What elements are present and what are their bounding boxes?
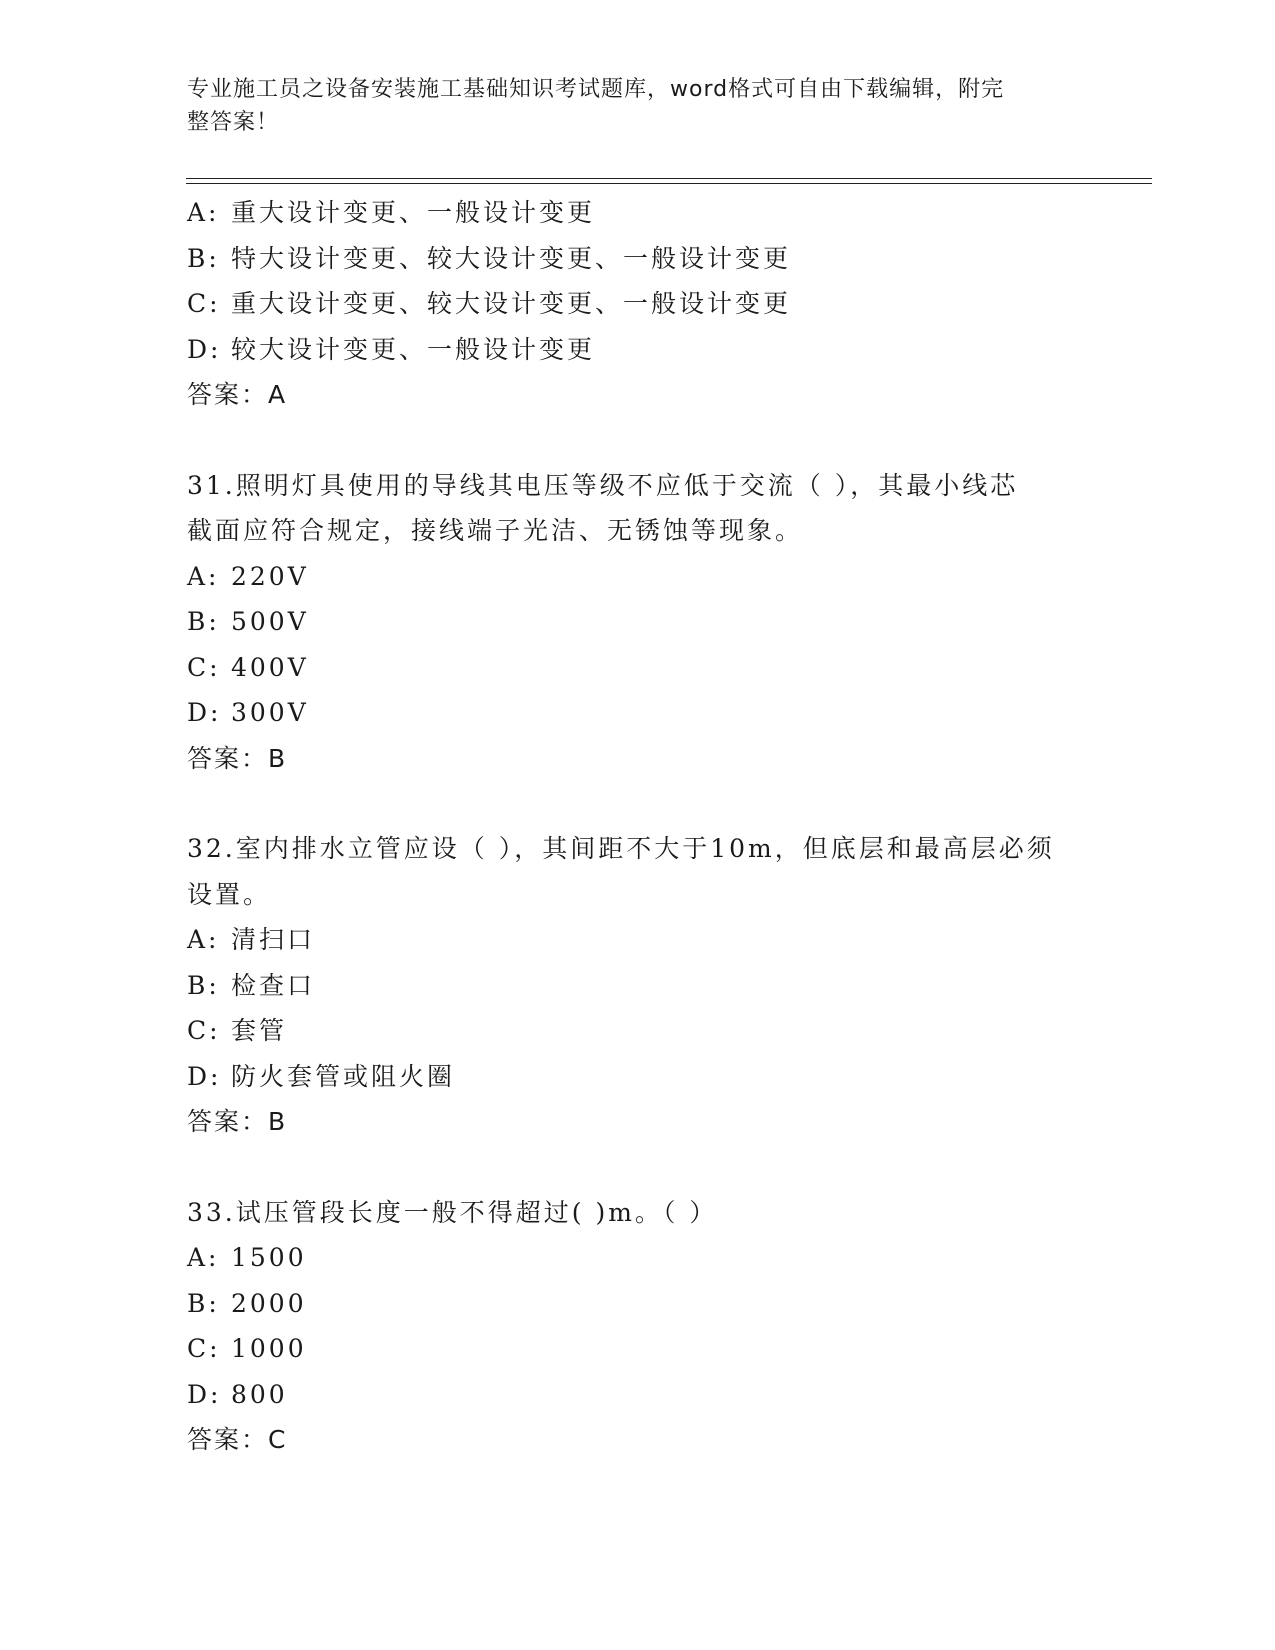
answer: 答案：A xyxy=(187,380,288,409)
option-a xyxy=(187,554,1087,600)
option-c xyxy=(187,281,1087,327)
option-text: 防火套管或阻火圈 xyxy=(231,1061,456,1091)
option-key: C: xyxy=(187,1334,221,1363)
option-a xyxy=(187,190,1087,236)
option-b xyxy=(187,599,1087,645)
option-d xyxy=(187,690,1087,736)
option-key: D: xyxy=(187,1379,222,1409)
option-a xyxy=(187,1235,1087,1281)
option-b xyxy=(187,236,1087,282)
header-line-1: 专业施工员之设备安装施工基础知识考试题库，word格式可自由下载编辑，附完 xyxy=(187,77,1005,102)
option-text: 清扫口 xyxy=(231,925,316,954)
header-divider-bottom xyxy=(186,183,1152,184)
option-text: 重大设计变更、较大设计变更、一般设计变更 xyxy=(231,289,792,318)
option-key: A: xyxy=(187,198,220,227)
option-key: D: xyxy=(187,698,222,727)
question-stem-line: 截面应符合规定，接线端子光洁、无锈蚀等现象。 xyxy=(187,516,804,545)
option-text: 套管 xyxy=(231,1016,288,1045)
document-header xyxy=(187,73,1067,139)
option-text: 400V xyxy=(231,652,309,682)
header-divider-top xyxy=(186,178,1152,179)
option-text: 较大设计变更、一般设计变更 xyxy=(231,334,596,364)
spacer xyxy=(187,418,1087,463)
option-text: 2000 xyxy=(231,1288,307,1318)
option-text: 800 xyxy=(231,1379,288,1409)
option-d xyxy=(187,1372,1087,1418)
question-32 xyxy=(187,826,1087,1145)
question-33 xyxy=(187,1190,1087,1463)
option-d xyxy=(187,1054,1087,1100)
question-stem-line: 33.试压管段长度一般不得超过( )m。（ ） xyxy=(187,1197,718,1227)
option-key: B: xyxy=(187,607,220,636)
option-key: C: xyxy=(187,652,221,682)
option-b xyxy=(187,1281,1087,1327)
option-text: 220V xyxy=(231,561,309,591)
question-stem-line: 31.照明灯具使用的导线其电压等级不应低于交流（ ），其最小线芯 xyxy=(187,470,1019,500)
answer: 答案：C xyxy=(187,1425,288,1454)
answer: 答案：B xyxy=(187,1107,288,1136)
option-text: 重大设计变更、一般设计变更 xyxy=(231,198,596,227)
spacer xyxy=(187,1145,1087,1190)
option-key: C: xyxy=(187,289,221,318)
question-stem-line: 设置。 xyxy=(187,879,272,909)
option-c xyxy=(187,645,1087,691)
question-list xyxy=(187,190,1087,1463)
option-key: A: xyxy=(187,925,220,954)
question-stem-line: 32.室内排水立管应设（ ），其间距不大于10m，但底层和最高层必须 xyxy=(187,834,1055,863)
option-key: B: xyxy=(187,1288,220,1318)
option-key: A: xyxy=(187,561,220,591)
option-d xyxy=(187,327,1087,373)
answer: 答案：B xyxy=(187,743,288,773)
partial-question xyxy=(187,190,1087,418)
option-key: D: xyxy=(187,334,222,364)
question-31 xyxy=(187,463,1087,782)
option-text: 1500 xyxy=(231,1243,307,1272)
option-key: C: xyxy=(187,1016,221,1045)
option-text: 检查口 xyxy=(231,970,316,1000)
option-key: B: xyxy=(187,970,220,1000)
option-text: 1000 xyxy=(231,1334,307,1363)
option-text: 300V xyxy=(231,698,309,727)
header-line-2: 整答案！ xyxy=(187,110,280,135)
option-key: B: xyxy=(187,243,220,273)
option-c xyxy=(187,1008,1087,1054)
option-text: 特大设计变更、较大设计变更、一般设计变更 xyxy=(231,243,792,273)
option-c xyxy=(187,1326,1087,1372)
option-key: D: xyxy=(187,1061,222,1091)
option-text: 500V xyxy=(231,607,309,636)
spacer xyxy=(187,781,1087,826)
option-a xyxy=(187,917,1087,963)
option-b xyxy=(187,963,1087,1009)
option-key: A: xyxy=(187,1243,220,1272)
